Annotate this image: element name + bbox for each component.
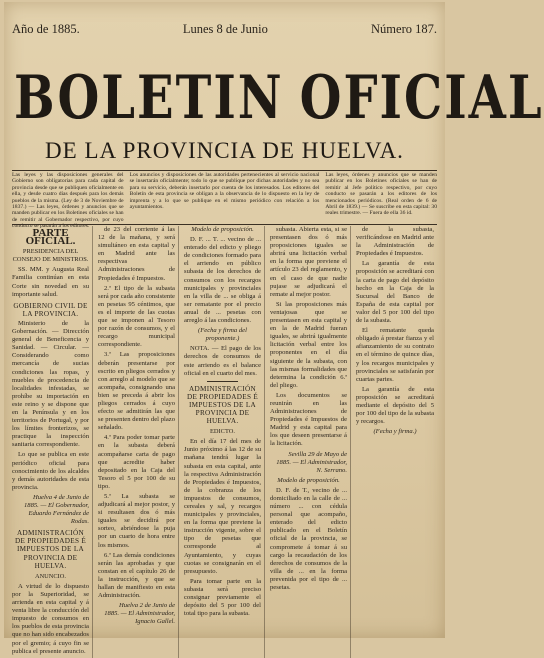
paragraph: D. F. ... T. ... vecino de ... enterado del edicto y pliego de condiciones formado para el arriendo en público subasta de los derechos de consumos con los recargos municipales y provinciales en la villa de ... se obliga á ser rematante por el precio anual de ... pesetas con arreglo á las condiciones.: [184, 236, 261, 325]
paragraph: SS. MM. y Augusta Real Familia continúan en esta Corte sin novedad en su importante salud.: [12, 266, 89, 298]
paragraph: 6.ª Las demás condiciones serán las aprobadas y que constan en el capítulo 26 de la instrucción, y que se hallan de manifiesto en esta Administración.: [98, 551, 175, 600]
section-title: GOBIERNO CIVIL DE LA PROVINCIA.: [13, 301, 88, 318]
article-column-2: [98, 226, 179, 658]
paragraph: La garantía de esta proposición se acreditará con la carta de pago del depósito hecho en la Caja de la Sucursal del Banco de España de esta capital por valor del 5 por 100 del tipo de la subasta.: [356, 260, 434, 325]
issue-year: Año de 1885.: [12, 21, 80, 36]
paragraph: Si las proposiciones más ventajosas que se presentasen en esta capital y en la de Madrid fueran iguales, se abrirá igualmente licitación verbal entre los proponentes en el día siguiente de la subasta, con las mismas formalidades que determina la condición 6.ª del pliego.: [270, 300, 347, 389]
masthead-rule: [12, 170, 437, 171]
notice-right: Las leyes, órdenes y anuncios que se manden publicar en los Boletines oficiales se han de remitir al Jefe político respectivo, por cuyo conducto se pasarán a los editores de los mencionados periódicos. (Real orden de 6 de Abril de 1839.) — Se suscribe en esta capital: 30 reales trimestre. — Fuera de ella 36 id.: [325, 172, 437, 217]
issue-number: Número 187.: [371, 21, 437, 36]
paragraph: La garantía de esta proposición se acreditará mediante el depósito del 5 por 100 del tipo de la subasta y recargos.: [356, 385, 434, 426]
article-columns: [12, 226, 437, 655]
article-column-4: [270, 226, 351, 658]
issue-date: Lunes 8 de Junio: [182, 21, 268, 36]
paragraph: Para tomar parte en la subasta será preciso consignar previamente el depósito del 5 por 100 del total tipo para la subasta.: [184, 577, 261, 618]
section-divider: [207, 381, 238, 382]
section-title: ADMINISTRACIÓN DE PROPIEDADES É IMPUESTOS DE LA PROVINCIA DE HUELVA.: [14, 529, 87, 570]
section-heading: ANUNCIO.: [34, 572, 67, 580]
paragraph: 4.ª Para poder tomar parte en la subasta deberá acompañarse carta de pago que acredite haber depositado en la Caja del Tesoro el 5 por 100 de su tipo.: [98, 434, 175, 490]
paragraph: Ministerio de la Gobernación. — Dirección general de Beneficencia y Sanidad. — Circular. — Considerando como mercancía de sucias condiciones las ropas, y muebles de procedencia de localidades infestadas, se prohíbe su importación en este reino y se dispone que en la Península y en los territorios de Portugal, y por los límites fronterizos, se practique la inspección sanitaria correspondiente.: [12, 319, 89, 449]
masthead-title-right: OFICIAL: [299, 63, 544, 133]
paragraph: 2.ª El tipo de la subasta será por cada año consistente en pesetas 95 céntimos, que es el importe de las cuotas que se imponen al Tesoro por razón de consumos, y el recargo municipal correspondiente.: [98, 284, 175, 349]
masthead: [14, 58, 544, 138]
paragraph: Lo que se publica en este periódico oficial para conocimiento de los alcaldes y demás autoridades de esta provincia.: [12, 451, 89, 491]
paragraph: Los documentos se reunirán en las Administraciones de Propiedades é Impuestos de Madrid y esta capital para los que deseen presentarse á la licitación.: [270, 391, 347, 448]
parte-oficial-heading: PARTE OFICIAL.: [25, 227, 76, 248]
paragraph: D. F. de T., vecino de ... domiciliado en la calle de ... número ... con cédula personal que acompaño, enterado del edicto publicado en el Boletín oficial de la provincia, se compromete á tomar á su cargo la recaudación de los derechos de consumos de la villa de ... en la forma prevenida por el tipo de ... pesetas.: [270, 486, 347, 592]
notices-rule: [12, 224, 437, 225]
italic-heading: Modelo de proposición.: [191, 226, 254, 233]
notice-left: Las leyes y las disposiciones generales del Gobierno son obligatorias para cada capital de provincia desde que se publiquen oficialmente en ella, y desde cuatro días después para los demás pueblos de la misma. (Ley de 3 de Noviembre de 1837.) — Las leyes, órdenes y anuncios que se manden publicar en los Boletines oficiales se han de remitir al Gobernador respectivo, por cuyo conducto se pasarán a los editores.: [12, 172, 124, 230]
masthead-title-left: BOLETIN: [14, 63, 284, 133]
notice-center: Los anuncios y disposiciones de las autoridades pertenecientes al servicio nacional se insertarán oficialmente; todo lo que se publique por dichas autoridades y no sea para su servicio, deberán insertarlo por cuenta de los interesados. Los editores del Boletín de esta provincia se obligan a la observancia de lo dispuesto en la ley de imprenta y a lo que se publique en el mismo periódico con relación a los ayuntamientos.: [129, 172, 320, 211]
signature-line: Huelva 4 de Junio de 1885. — El Gobernador, Eduardo Fernández de Rodas.: [23, 493, 89, 526]
paragraph: subasta. Abierta esta, si se presentasen dos ó más proposiciones iguales se abrirá una licitación verbal en la forma que previene el artículo 23 del reglamento, y en el caso de que nadie pujase se adjudicará el remate al mejor postor.: [270, 226, 347, 298]
paragraph: 3.ª Las proposiciones deberán presentarse por escrito en pliegos cerrados y con arreglo al modelo que se acompaña, consignando una bien se preceda á abrir los pliegos cerrados á cuyo efecto se admitirán las que se presenten dentro del plazo señalado.: [98, 351, 175, 432]
paragraph: de la subasta, verificándose en Madrid ante la Administración de Propiedades é Impuestos.: [356, 226, 434, 258]
article-column-3: [184, 226, 265, 658]
paragraph: 5.ª La subasta se adjudicará al mejor postor, y si resultasen dos ó más iguales se decidirá por sorteo, abriéndose la puja por un cuarto de hora entre los mismos.: [98, 493, 175, 549]
paragraph: A virtud de lo dispuesto por la Superioridad, se arrienda en esta capital y á venta libre la conducción del impuesto de consumos en los pueblos de esta provincia que no han sido encabezados por el gremio; á cuyo fin se publica el presente anuncio.: [12, 582, 89, 655]
paragraph: NOTA. — El pago de los derechos de consumos de este arriendo es el balance oficial en el cuarto del mes.: [184, 345, 261, 377]
signature-line: Huelva 2 de Junio de 1885. — El Administrador, Ignacio Gallel.: [104, 602, 175, 626]
article-column-1: [12, 226, 93, 658]
newspaper-page: [4, 2, 544, 655]
italic-heading: Modelo de proposición.: [277, 476, 340, 484]
paragraph: En el día 17 del mes de Junio próximo á las 12 de su mañana tendrá lugar la subasta en esta capital, ante la respectiva Administración de Propiedades é Impuestos, de la cobranza de los impuestos de consumos, cereales y sal, y recargos municipales y provinciales, en la forma que previene la instrucción vigente, sobre el tipo de pesetas que corresponde al Ayuntamiento, y cuyas cuotas se consignarán en el presupuesto.: [184, 438, 261, 575]
section-title: ADMINISTRACIÓN DE PROPIEDADES É IMPUESTOS DE LA PROVINCIA DE HUELVA.: [186, 384, 259, 426]
paragraph: de 23 del corriente á las 12 de la mañana, y será simultáneo en esta capital y en Madrid ante las respectivas Administraciones de Propiedades é Impuestos.: [98, 226, 175, 282]
italic-heading: (Fecha y firma del proponente.): [198, 327, 247, 343]
section-heading: PRESIDENCIA DEL CONSEJO DE MINISTROS.: [12, 248, 89, 264]
article-column-5: [356, 226, 437, 658]
signature-line: Sevilla 29 de Mayo de 1885. — El Administrador, N. Serrano.: [276, 450, 347, 474]
italic-heading: (Fecha y firma.): [373, 428, 417, 436]
section-heading: EDICTO.: [210, 428, 235, 436]
paragraph: El rematante queda obligado á prestar fianza y el afianzamiento de su contrato en el término de quince días, y los recargos municipales y provinciales se satisfarán por cuartas partes.: [356, 327, 434, 383]
masthead-subtitle: DE LA PROVINCIA DE HUELVA.: [45, 138, 404, 163]
issue-header: [12, 18, 437, 40]
